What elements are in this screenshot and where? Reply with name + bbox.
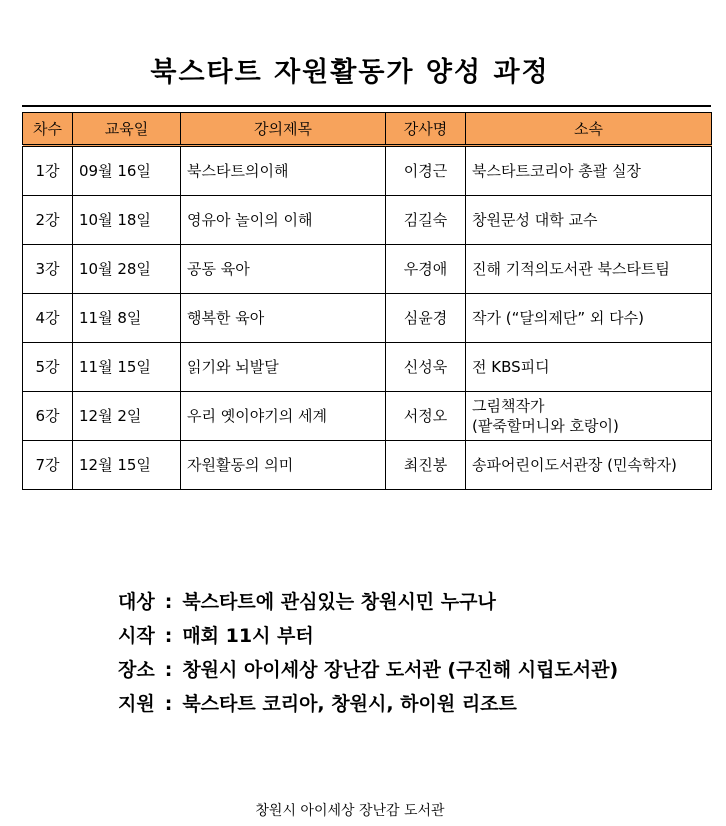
instructor-name: 서정오 <box>386 392 466 441</box>
instructor-name: 김길숙 <box>386 196 466 245</box>
affiliation-note: (팥죽할머니와 호랑이) <box>472 417 619 435</box>
table-row <box>23 294 712 343</box>
info-value: 매회 11시 부터 <box>182 625 314 647</box>
affiliation-text: 진해 기적의도서관 북스타트팀 <box>472 260 670 278</box>
lecture-title: 행복한 육아 <box>181 294 386 343</box>
affiliation-cell <box>466 441 712 490</box>
instructor-name: 이경근 <box>386 146 466 196</box>
affiliation-cell <box>466 294 712 343</box>
info-separator: : <box>164 625 173 647</box>
lecture-date: 12월 15일 <box>73 441 181 490</box>
affiliation-text: 북스타트코리아 총괄 실장 <box>472 162 641 180</box>
header-lecture: 강의제목 <box>181 113 386 146</box>
header-instructor: 강사명 <box>386 113 466 146</box>
info-value: 북스타트 코리아, 창원시, 하이원 리조트 <box>182 693 517 715</box>
affiliation-text: 송파어린이도서관장 (민속학자) <box>472 456 677 474</box>
program-info <box>118 585 618 721</box>
info-separator: : <box>164 591 173 613</box>
header-date: 교육일 <box>73 113 181 146</box>
lecture-date: 09월 16일 <box>73 146 181 196</box>
header-session: 차수 <box>23 113 73 146</box>
lecture-title: 영유아 놀이의 이해 <box>181 196 386 245</box>
lecture-date: 10월 18일 <box>73 196 181 245</box>
table-row <box>23 441 712 490</box>
instructor-name: 신성욱 <box>386 343 466 392</box>
instructor-name: 심윤경 <box>386 294 466 343</box>
info-label: 장소 <box>118 659 155 681</box>
table-row <box>23 343 712 392</box>
lecture-date: 10월 28일 <box>73 245 181 294</box>
info-label: 시작 <box>118 625 155 647</box>
affiliation-cell <box>466 146 712 196</box>
table-header-row <box>23 113 712 146</box>
affiliation-text: 전 KBS피디 <box>472 358 550 376</box>
lecture-title: 우리 옛이야기의 세계 <box>181 392 386 441</box>
info-value: 북스타트에 관심있는 창원시민 누구나 <box>182 591 496 613</box>
info-separator: : <box>164 693 173 715</box>
table-row <box>23 146 712 196</box>
table-row <box>23 392 712 441</box>
session-number: 5강 <box>23 343 73 392</box>
affiliation-cell <box>466 245 712 294</box>
lecture-title: 북스타트의이해 <box>181 146 386 196</box>
info-separator: : <box>164 659 173 681</box>
info-label: 대상 <box>118 591 155 613</box>
lecture-date: 11월 8일 <box>73 294 181 343</box>
session-number: 1강 <box>23 146 73 196</box>
info-label: 지원 <box>118 693 155 715</box>
info-location <box>118 653 618 687</box>
table-row <box>23 196 712 245</box>
affiliation-cell <box>466 392 712 441</box>
title-divider <box>22 105 711 107</box>
header-affiliation: 소속 <box>466 113 712 146</box>
session-number: 3강 <box>23 245 73 294</box>
session-number: 2강 <box>23 196 73 245</box>
session-number: 4강 <box>23 294 73 343</box>
footer-organizer: 창원시 아이세상 장난감 도서관 <box>255 803 445 819</box>
info-support <box>118 687 618 721</box>
info-start-time <box>118 619 618 653</box>
affiliation-cell <box>466 343 712 392</box>
session-number: 6강 <box>23 392 73 441</box>
affiliation-text: 창원문성 대학 교수 <box>472 211 598 229</box>
page-title: 북스타트 자원활동가 양성 과정 <box>150 57 550 88</box>
lecture-title: 공동 육아 <box>181 245 386 294</box>
info-target <box>118 585 618 619</box>
instructor-name: 우경애 <box>386 245 466 294</box>
affiliation-text: 그림책작가 <box>472 397 545 415</box>
schedule-table <box>22 112 712 490</box>
session-number: 7강 <box>23 441 73 490</box>
lecture-date: 11월 15일 <box>73 343 181 392</box>
affiliation-text: 작가 (“달의제단” 외 다수) <box>472 309 644 327</box>
affiliation-cell <box>466 196 712 245</box>
info-value: 창원시 아이세상 장난감 도서관 (구진해 시립도서관) <box>182 659 619 681</box>
lecture-title: 읽기와 뇌발달 <box>181 343 386 392</box>
lecture-date: 12월 2일 <box>73 392 181 441</box>
instructor-name: 최진봉 <box>386 441 466 490</box>
lecture-title: 자원활동의 의미 <box>181 441 386 490</box>
table-row <box>23 245 712 294</box>
